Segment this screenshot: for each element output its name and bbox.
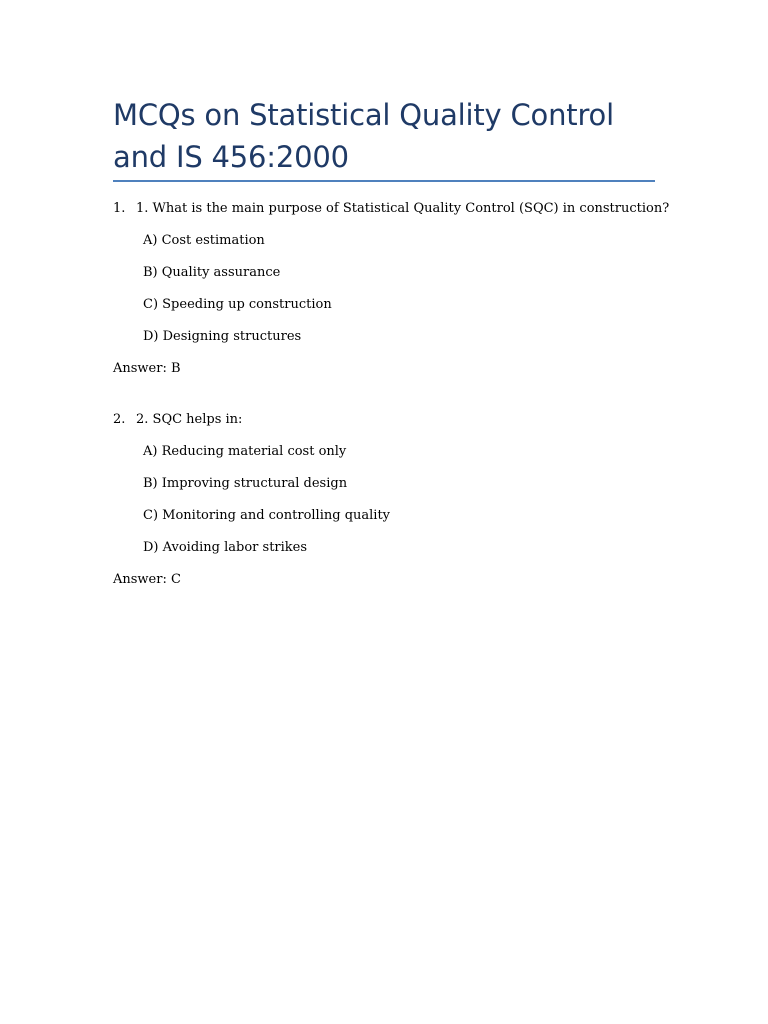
question-text: 1. What is the main purpose of Statistical Quality Control (SQC) in construction? [136,201,670,216]
option-a: A) Cost estimation [143,233,265,248]
option-c: C) Speeding up construction [143,297,332,312]
title-underline [113,180,655,182]
question-list-marker: 1. [113,201,126,216]
question-text: 2. SQC helps in: [136,412,243,427]
option-d: D) Avoiding labor strikes [143,540,308,555]
option-b: B) Improving structural design [143,476,348,491]
option-a: A) Reducing material cost only [143,444,347,459]
question-list-marker: 2. [113,412,126,427]
answer-line: Answer: C [113,572,181,587]
answer-line: Answer: B [113,361,181,376]
document-title: MCQs on Statistical Quality Control and IS 456:2000 [113,98,614,174]
option-b: B) Quality assurance [143,265,281,280]
option-c: C) Monitoring and controlling quality [143,508,391,523]
option-d: D) Designing structures [143,329,302,344]
